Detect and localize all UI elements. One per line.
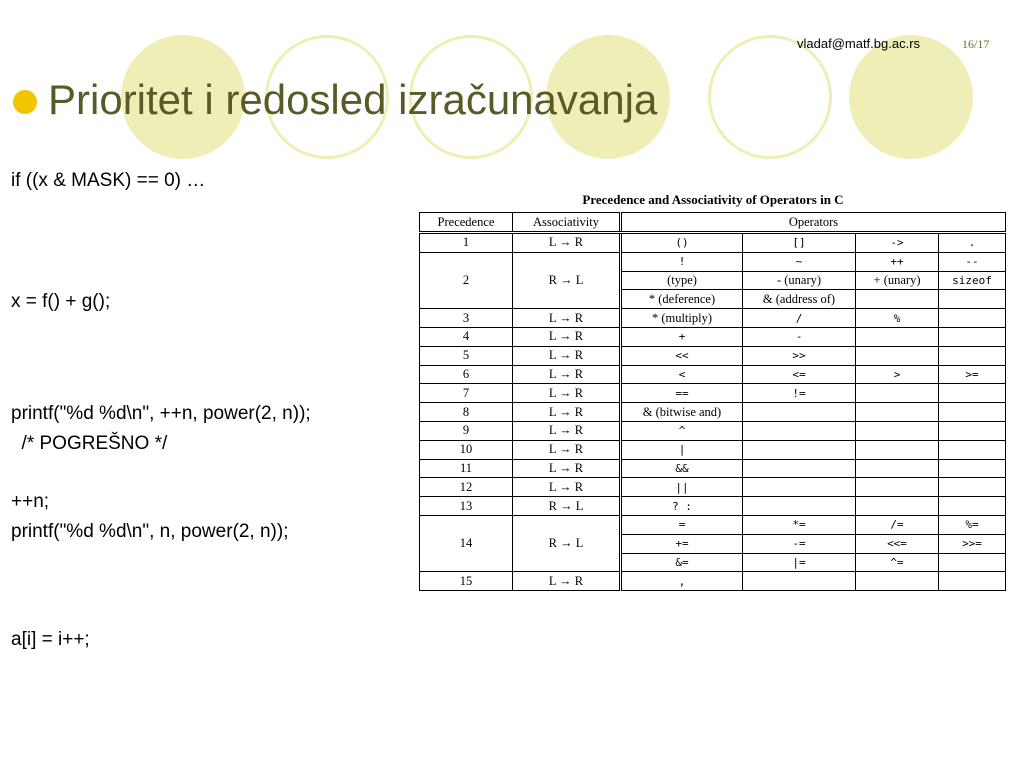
operator-cell: % [856,309,939,328]
table-row [420,252,1006,271]
operator-cell: -> [856,233,939,253]
title-bullet-icon [13,90,37,114]
operator-cell [856,440,939,459]
code-line-mask: if ((x & MASK) == 0) … [11,170,206,191]
precedence-cell: 9 [420,421,513,440]
operator-cell: &= [621,553,743,572]
operator-cell [939,346,1006,365]
operator-cell: . [939,233,1006,253]
table-row [420,403,1006,422]
table-row [420,421,1006,440]
code-line-printf-wrong: printf("%d %d\n", ++n, power(2, n)); /* POGREŠNO */ [11,403,311,454]
operator-cell [939,290,1006,309]
operator-cell: ^ [621,421,743,440]
operator-cell: && [621,459,743,478]
associativity-cell: L → R [513,440,621,459]
operator-cell: || [621,478,743,497]
operator-cell [939,309,1006,328]
associativity-cell: R → L [513,515,621,571]
decor-ring-3 [708,35,832,159]
operator-cell: & (bitwise and) [621,403,743,422]
operator-cell [939,327,1006,346]
associativity-cell: L → R [513,478,621,497]
operator-cell [856,459,939,478]
table-row [420,346,1006,365]
operator-cell: <= [743,365,856,384]
operator-cell [856,497,939,516]
operator-cell [743,403,856,422]
operator-cell: [] [743,233,856,253]
precedence-cell: 3 [420,309,513,328]
associativity-cell: L → R [513,327,621,346]
table-row [420,515,1006,534]
precedence-cell: 13 [420,497,513,516]
associativity-cell: L → R [513,384,621,403]
operator-cell: += [621,534,743,553]
code-line-printf-right: ++n; printf("%d %d\n", n, power(2, n)); [11,491,289,542]
code-line-fg: x = f() + g(); [11,291,111,312]
associativity-cell: L → R [513,459,621,478]
decor-circle-3 [849,35,973,159]
operator-cell: - (unary) [743,271,856,290]
operator-cell [856,403,939,422]
operator-cell: + (unary) [856,271,939,290]
precedence-cell: 6 [420,365,513,384]
header-operators: Operators [621,213,1006,233]
associativity-cell: L → R [513,309,621,328]
precedence-cell: 1 [420,233,513,253]
operator-cell: ? : [621,497,743,516]
operator-cell: = [621,515,743,534]
operator-cell: ++ [856,252,939,271]
operator-cell: () [621,233,743,253]
table-row [420,459,1006,478]
operator-cell [939,440,1006,459]
operator-cell: >= [939,365,1006,384]
operator-cell: * (multiply) [621,309,743,328]
table-row [420,309,1006,328]
precedence-cell: 10 [420,440,513,459]
code-line-array: a[i] = i++; [11,629,90,650]
operator-cell: ~ [743,252,856,271]
precedence-cell: 2 [420,252,513,308]
operator-cell: sizeof [939,271,1006,290]
operator-cell [939,478,1006,497]
operator-cell [939,572,1006,591]
operator-cell [939,384,1006,403]
slide-title: Prioritet i redosled izračunavanja [48,76,658,123]
operator-cell [743,572,856,591]
operator-cell [939,459,1006,478]
operator-cell: + [621,327,743,346]
precedence-cell: 11 [420,459,513,478]
operator-cell: > [856,365,939,384]
operator-cell [856,384,939,403]
operator-cell: >>= [939,534,1006,553]
operator-cell [939,403,1006,422]
header-precedence: Precedence [420,213,513,233]
operator-cell: ! [621,252,743,271]
operator-cell [939,553,1006,572]
operator-cell [856,327,939,346]
precedence-table [419,212,1006,591]
page-number: 16/17 [962,37,990,51]
operator-cell: == [621,384,743,403]
operator-cell: << [621,346,743,365]
operator-cell [743,478,856,497]
operator-cell: - [743,327,856,346]
operator-cell: <<= [856,534,939,553]
associativity-cell: L → R [513,572,621,591]
operator-cell: -= [743,534,856,553]
operator-cell [856,346,939,365]
table-row [420,478,1006,497]
operator-cell: < [621,365,743,384]
precedence-cell: 14 [420,515,513,571]
table-row [420,440,1006,459]
operator-cell: & (address of) [743,290,856,309]
precedence-cell: 8 [420,403,513,422]
associativity-cell: L → R [513,421,621,440]
header-associativity: Associativity [513,213,621,233]
header-email: vladaf@matf.bg.ac.rs [797,36,921,51]
operator-cell: %= [939,515,1006,534]
table-row [420,327,1006,346]
operator-cell [856,290,939,309]
precedence-cell: 7 [420,384,513,403]
associativity-cell: L → R [513,233,621,253]
precedence-cell: 15 [420,572,513,591]
associativity-cell: L → R [513,346,621,365]
operator-cell: | [621,440,743,459]
associativity-cell: L → R [513,365,621,384]
operator-cell: / [743,309,856,328]
operator-cell [743,459,856,478]
operator-cell [939,497,1006,516]
table-caption: Precedence and Associativity of Operators in C [582,192,844,207]
operator-cell: != [743,384,856,403]
operator-cell [743,497,856,516]
operator-cell: -- [939,252,1006,271]
operator-cell: |= [743,553,856,572]
precedence-cell: 5 [420,346,513,365]
operator-cell [856,572,939,591]
operator-cell [856,421,939,440]
operator-cell: , [621,572,743,591]
operator-cell: >> [743,346,856,365]
table-row [420,365,1006,384]
operator-cell: /= [856,515,939,534]
operator-cell: * (deference) [621,290,743,309]
table-row [420,384,1006,403]
operator-cell [743,421,856,440]
associativity-cell: R → L [513,497,621,516]
table-row [420,233,1006,253]
precedence-cell: 4 [420,327,513,346]
associativity-cell: R → L [513,252,621,308]
precedence-cell: 12 [420,478,513,497]
table-row [420,572,1006,591]
operator-cell: ^= [856,553,939,572]
operator-cell: *= [743,515,856,534]
associativity-cell: L → R [513,403,621,422]
operator-cell [856,478,939,497]
table-row [420,497,1006,516]
operator-cell [939,421,1006,440]
operator-cell: (type) [621,271,743,290]
operator-cell [743,440,856,459]
